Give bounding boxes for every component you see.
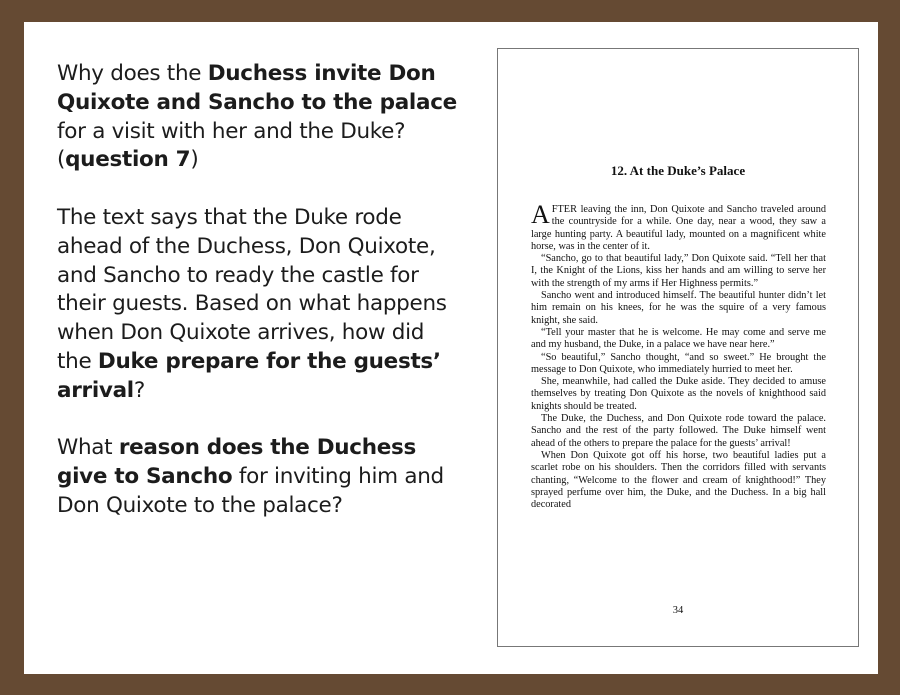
- question-1-emphasis: Duchess invite Don Quixote and Sancho to the palace: [57, 61, 457, 115]
- page-number: 34: [672, 605, 684, 616]
- book-paragraph: “So beautiful,” Sancho thought, “and so sweet.” He brought the message to Don Quixote, who immediately hurried to meet her.: [531, 351, 826, 375]
- question-3: What reason does the Duchess give to Sancho for inviting him and Don Quixote to the palace?: [57, 435, 444, 518]
- question-3-emphasis: reason does the Duchess give to Sancho: [57, 435, 417, 490]
- chapter-title: 12. At the Duke’s Palace: [610, 163, 746, 178]
- book-paragraph: The Duke, the Duchess, and Don Quixote rode toward the palace. Sancho and the rest of the party followed. The Duke himself went ahead of the others to prepare the palace for the guests’ arrival!: [531, 413, 826, 449]
- book-page: [497, 48, 859, 647]
- slide: [24, 22, 878, 674]
- question-1: Why does the Duchess invite Don Quixote and Sancho to the palace for a visit with her and the Duke? (question 7): [57, 61, 457, 173]
- question-2-emphasis: Duke prepare for the guests’ arrival: [57, 348, 441, 403]
- book-paragraph: “Sancho, go to that beautiful lady,” Don Quixote said. “Tell her that I, the Knight of the Lions, kiss her hands and am willing to serve her with the strength of my arms if Her Highness permits.”: [531, 253, 826, 289]
- book-paragraph: Sancho went and introduced himself. The beautiful hunter didn’t let him remain on his knees, for he was the squire of a very famous knight, she said.: [531, 290, 826, 326]
- question-2: The text says that the Duke rode ahead of the Duchess, Don Quixote, and Sancho to ready the castle for their guests. Based on what happens when Don Quixote arrives, how did the Duke prepare for the guests’ arrival?: [57, 204, 447, 403]
- drop-cap: A: [531, 200, 550, 229]
- book-paragraph: She, meanwhile, had called the Duke aside. They decided to amuse themselves by treating Don Quixote as the novels of knighthood said knights should be treated.: [531, 376, 826, 412]
- book-text: [531, 200, 826, 511]
- question-number: question 7: [65, 147, 191, 173]
- book-paragraph: “Tell your master that he is welcome. He may come and serve me and my husband, the Duke, in a palace we have near here.”: [531, 326, 826, 351]
- discussion-questions: [57, 60, 457, 550]
- book-paragraph: When Don Quixote got off his horse, two beautiful ladies put a scarlet robe on his shoulders. Then the corridors filled with servants chanting, “Welcome to the flower and cream of knighthood!” They sprayed perfume over him, the Duke, and the Duchess. In a big hall decorated: [531, 449, 826, 511]
- book-paragraph: AFTER leaving the inn, Don Quixote and Sancho traveled around the countryside for a while. One day, near a wood, they saw a large hunting party. A beautiful lady, mounted on a magnificent white horse, was in the center of it.: [531, 200, 826, 252]
